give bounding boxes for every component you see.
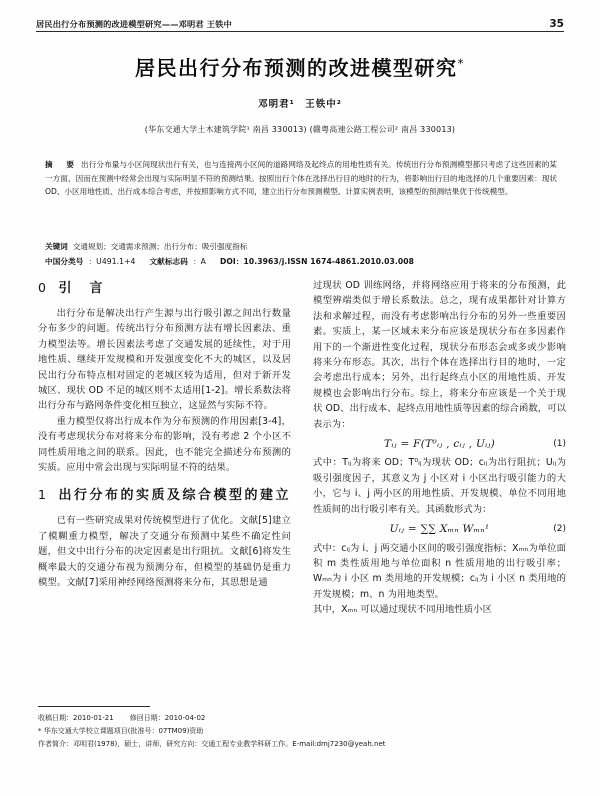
- equation-2-trailer: 其中，Xₘₙ 可以通过现状不同用地性质小区: [313, 604, 492, 616]
- author-list: 邓明君¹ 王铁中²: [258, 99, 342, 110]
- keywords-label: 关键词: [45, 242, 68, 251]
- doi-value: 10.3963/j.ISSN 1674-4861.2010.03.008: [243, 257, 415, 266]
- footnote-rule: [38, 706, 150, 707]
- equation-1-tag: (1): [553, 439, 566, 450]
- equation-1-formula: Tᵢⱼ = F(T⁰ᵢⱼ , cᵢⱼ , Uᵢⱼ): [384, 438, 495, 451]
- classification-line: [45, 256, 557, 267]
- footnote-block: [38, 712, 386, 752]
- column-left: [38, 278, 291, 698]
- clc-segment: 中国分类号 ：U491.1+4: [45, 257, 136, 266]
- paragraph-0-0: 出行分布是解决出行产生源与出行吸引源之间出行数量分布多少的问题。传统出行分布预测方法有增长因素法、重力模型法等。增长因素法考虑了交通发展的延续性，对于用地性质、继续开发规模和开发强度变化不大的城区，以及居民出行分布特点相对固定的老城区较为适用，但对于新开发城区、现状 OD 不足的城区则不太适用[1-2]。增长系数法将出行分布与路网条件变化相互独立，这显然与实际不符。: [38, 308, 291, 412]
- paragraph-1-0: 已有一些研究成果对传统模型进行了优化。文献[5]建立了模糊重力模型，解决了交通分布预测中某些不确定性问题，但文中出行分布的决定因素是出行阻抗。文献[6]将发生概率最大的交通分布视为预测分布，但模型的基础仍是重力模型。文献[7]采用神经网络预测将来分布，其思想是通: [38, 515, 291, 589]
- received-value: 2010-01-21: [73, 714, 114, 722]
- footnote-fund: * 华东交通大学校立课题项目(批准号：07TM09)资助: [38, 727, 204, 736]
- abstract-label: 摘 要: [45, 160, 78, 169]
- bio-label: 作者简介: [38, 740, 66, 749]
- paragraph-0-1: 重力模型仅将出行成本作为分布预测的作用因素[3-4]，没有考虑现状分布对将来分布的影响，没有考虑 2 个小区不同性质用地之间的联系。因此，也不能完全描述分布预测的实质。应用中常会出现与实际明显不符的结果。: [38, 415, 291, 474]
- bio-email: E-mail:dmj7230@yeah.net: [292, 740, 386, 749]
- clc-label: 中国分类号: [45, 257, 84, 266]
- keywords-line: [45, 241, 557, 252]
- title-footnote-marker: *: [457, 56, 465, 71]
- section-number-1: 1: [38, 487, 49, 503]
- article-title: [0, 52, 600, 81]
- equation-1-explanation: 式中：Tᵢⱼ为将来 OD；T⁰ᵢⱼ为现状 OD；cᵢⱼ为出行阻抗；Uᵢⱼ为吸引强度因子，其意义为 j 小区对 i 小区出行吸引能力的大小，它与 i、j 两小区的用地性质、开发规模、单位不同用地性质间的出行吸引率有关。其函数形式为：: [313, 457, 566, 515]
- paragraph-1-1: 过现状 OD 训练网络，并将网络应用于将来的分布预测，此模型辨端类似于增长系数法。总之，现有成果都针对计算方法和求解过程，而没有考虑影响出行分布的另外一些重要因素。实质上，某一区域未来分布应该是现状分布在多因素作用下的一个渐进性变化过程，现状分布形态会或多或少影响将来分布形态。其次，出行个体在选择出行目的地时，一定会考虑出行成本；另外，出行起终点小区的用地性质、开发规模也会影响出行分布。综上，将来分布应该是一个关于现状 OD、出行成本、起终点用地性质等因素的综合函数，可以表示为：: [313, 280, 566, 430]
- keywords-text: 交通规划；交通需求预测；出行分布；吸引强度指标: [72, 242, 248, 251]
- column-right: [313, 278, 566, 698]
- section-heading-1: [38, 485, 291, 505]
- section-title-1: 出行分布的实质及综合模型的建立: [58, 488, 291, 504]
- header-rule: [36, 31, 564, 32]
- doctype-value: A: [200, 257, 206, 266]
- article-title-text: 居民出行分布预测的改进模型研究: [135, 56, 458, 80]
- doctype-label: 文献标志码: [149, 257, 188, 266]
- section-title-0: 引 言: [58, 281, 105, 296]
- equation-2-formula: Uᵢⱼ = ∑∑ Xₘₙ Wₘₙ¹: [389, 523, 490, 536]
- doi-label: DOI: [219, 257, 236, 266]
- running-head-title: 居民出行分布预测的改进模型研究——邓明君 王铁中: [36, 19, 232, 29]
- equation-2: [313, 522, 566, 537]
- section-heading-0: [38, 278, 291, 298]
- doctype-segment: 文献标志码 ：A: [149, 257, 206, 266]
- footnote-bio: 作者简介：邓明君(1978)，硕士，讲师，研究方向：交通工程专业教学科研工作。E-mail:dmj7230@yeah.net: [38, 740, 386, 749]
- revised-value: 2010-04-02: [164, 714, 206, 722]
- abstract-block: [45, 158, 557, 199]
- affiliation-line: (华东交通大学土木建筑学院¹ 南昌 330013) (赣粤高速公路工程公司² 南昌 330013): [144, 125, 456, 134]
- running-head: [36, 14, 564, 30]
- equation-1: [313, 437, 566, 452]
- page-number: 35: [549, 18, 564, 30]
- clc-value: U491.1+4: [96, 257, 136, 266]
- footnote-dates: 收稿日期：2010-01-21 修回日期：2010-04-02: [38, 714, 206, 722]
- received-label: 收稿日期: [38, 714, 66, 722]
- doi-segment: DOI：10.3963/j.ISSN 1674-4861.2010.03.008: [219, 257, 415, 266]
- equation-2-tag: (2): [553, 524, 566, 535]
- section-number-0: 0: [38, 280, 49, 295]
- abstract-text: 出行分布量与小区间现状出行有关，也与连接两小区间的道路网络及起终点的用地性质有关。传统出行分布预测模型都只考虑了这些因素的某一方面，因而在预测中经常会出现与实际明显不符的预测结果。按照出行个体在选择出行目的地时的行为，将影响出行目的地选择的几个重要因素：现状 OD、小区用地性质、出行成本综合考虑，并按照影响方式不同，建立出行分布预测模型。计算实例表明，该模型的预测结果优于传统模型。: [45, 160, 558, 197]
- equation-2-explanation: 式中：cᵢⱼ为 i、j 两交通小区间的吸引强度指标；Xₘₙ为单位面积 m 类性质用地与单位面积 n 性质用地的出行吸引率；Wₘₙ为 i 小区 m 类用地的开发规模；cᵢⱼ为 i 小区 n 类用地的开发规模；m、n 为用地类型。: [313, 542, 566, 600]
- revised-label: 修回日期: [129, 714, 158, 722]
- bio-value: 邓明君(1978)，硕士，讲师，研究方向：交通工程专业教学科研工作。: [73, 740, 293, 749]
- body-columns: [38, 278, 566, 698]
